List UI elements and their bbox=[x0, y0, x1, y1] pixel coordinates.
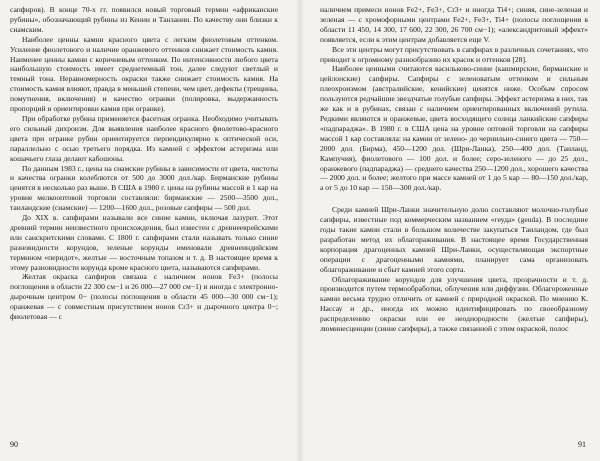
book-gutter bbox=[296, 0, 304, 461]
page-number-right: 91 bbox=[578, 440, 586, 449]
paragraph: При обработке рубина применяется фасетная огранка. Необходимо учитывать его сильный дихроизм. Для выявления наиболее красного фиолетово-красного цвета при огранке рубин ориентируется перпендикулярно к оптической оси, параллельно с осью третьего порядка. Из камней с эффектом астеризма или кошачьего глаза делают кабошоны. bbox=[10, 113, 278, 163]
paragraph: По данным 1983 г., цены на сиамские рубины в зависимости от цвета, чистоты и качества огранки колеблются от 500 до 3000 дол./кар. Бирманские рубины ценятся в несколько раз выше. В США в 1980 г. цены на рубины массой в 1 кар на уровне мелкооптовой торговли составляли: бирманские — 2500—3500 дол., таиландские (сиамские) — 1200—1600 дол., розовые сапфиры — 500 дол. bbox=[10, 163, 278, 213]
paragraph: До XIX в. сапфирами называли все синие камни, включая лазурит. Этот древний термин неизвестного происхождения, был известен с древнееврейскими или санскритскими словами. С 1800 г. сапфирами стали называть только синие разновидности корундов, зеленые корунды именовали древнеиндийским термином «перидот», желтые — восточным топазом и т. д. В настоящее время к этому разновидности корунда кроме красного цвета, называются сапфирами. bbox=[10, 213, 278, 272]
paragraph: Среди камней Шри-Ланки значительную долю составляют молочно-голубые сапфиры, известные под коммерческим названием «геуда» (geuda). В последние годы такие камни стали в большом количестве закупаться Таиландом, где был разработан метод их облагораживания. В настоящее время Государственная корпорация драгоценных камней Шри-Ланки, осуществляющая экспортные операции с драгоценными камнями, планирует сама организовать облагораживание и сбыт камней этого сорта. bbox=[320, 205, 588, 274]
paragraph: Наиболее ценны камни красного цвета с легким фиолетовым оттенком. Усиление фиолетового и наличие оранжевого оттенков снижает стоимость камня. Наименее ценны камни с коричневым оттенком. По интенсивности любого цвета наибольшую стоимость имеет среднетемный тон, далее следуют светлый и темный тона. Неравномерность окраски также снижает стоимость камня. На стоимость камня влияют, правда в меньшей степени, чем цвет, дефекты (трещины, помутнения, включения) и качество огранки (полировка, выдержанность пропорций и ориентировки камня при огранке). bbox=[10, 34, 279, 114]
page-number-left: 90 bbox=[10, 440, 18, 449]
paragraph: Все эти центры могут присутствовать в сапфирах в различных сочетаниях, что приводит к огромному разнообразию их красок и оттенков [28]. bbox=[320, 44, 588, 64]
right-page-text bbox=[320, 5, 588, 334]
paragraph: сапфиров). В конце 70-х гг. появился новый торговый термин «африканские рубины», обозначающий рубины из Кении и Танзании. По качеству они близки к сиамским. bbox=[10, 5, 278, 34]
paragraph: Желтая окраска сапфиров связана с наличием ионов Fe3+ (полосы поглощения в области 22 300 см−1 и 26 000—27 000 см−1) и иногда с электронно-дырочным центром 0− (полосы поглощения в области 45 000—30 000 см−1); оранжевая — с совместным присутствием ионов Cr3+ и дырочного центра 0−; фиолетовая — с bbox=[10, 272, 278, 322]
left-page-text bbox=[10, 5, 278, 322]
paragraph: Облагораживание корундов для улучшения цвета, прозрачности и т. д. производится путем термообработки, облучения или диффузии. Облагороженные камни весьма трудно отличить от камней с природной окраской. По мнению К. Нассау и др., иногда их можно идентифицировать по своеобразному распределению окраски или ее неоднородности (желтые сапфиры), люминесценции (синие сапфиры), а также связанной с этим окраской, полос bbox=[320, 274, 588, 334]
paragraph: наличием примеси ионов Fe2+, Fe3+, Cr3+ и иногда Ti4+; синяя, сине-зеленая и зеленая — с хромофорными центрами Fe2+, Fe3+, Ti4+ (полосы поглощения в области 11 450, 14 300, 17 600, 22 300, 26 700 см−1); «александритовый эффект» появляется, если к этим центрам добавляется еще V. bbox=[320, 5, 588, 44]
paragraph: Наиболее ценными считаются васильково-синие (кашмирские, бирманские и цейлонские) сапфиры. Сапфиры с зеленоватым оттенком и сильным плеохроизмом (австралийские, кенийские) ценятся ниже. Особым спросом пользуются редчайшие звездчатые голубые сапфиры. Эффект астеризма в них, так же как и в рубинах, связан с наличием ориентированных включений рутила. Редкими являются и оранжевые, цвета восходящего солнца ланкийские сапфиры «падпараджа». В 1980 г. в США цена на уровне оптовой торговли на сапфиры массой 1 кар составляла: на камни от зелено- до чернильно-синего цвета — 750—2000 дол. (Бирма), 450—1200 дол. (Шри-Ланка), 250—400 дол. (Таиланд, Кампучия), фиолетового — 100 дол. и более; серо-зеленого — до 25 дол., оранжевого (падпараджа) — среднего качества 250—1200 дол., хорошего качества — 2000 дол. и более; желтого при массе камней от 1 до 5 кар — 80—150 дол./кар, а от 5 до 10 кар — 150—300 дол./кар. bbox=[320, 64, 588, 193]
